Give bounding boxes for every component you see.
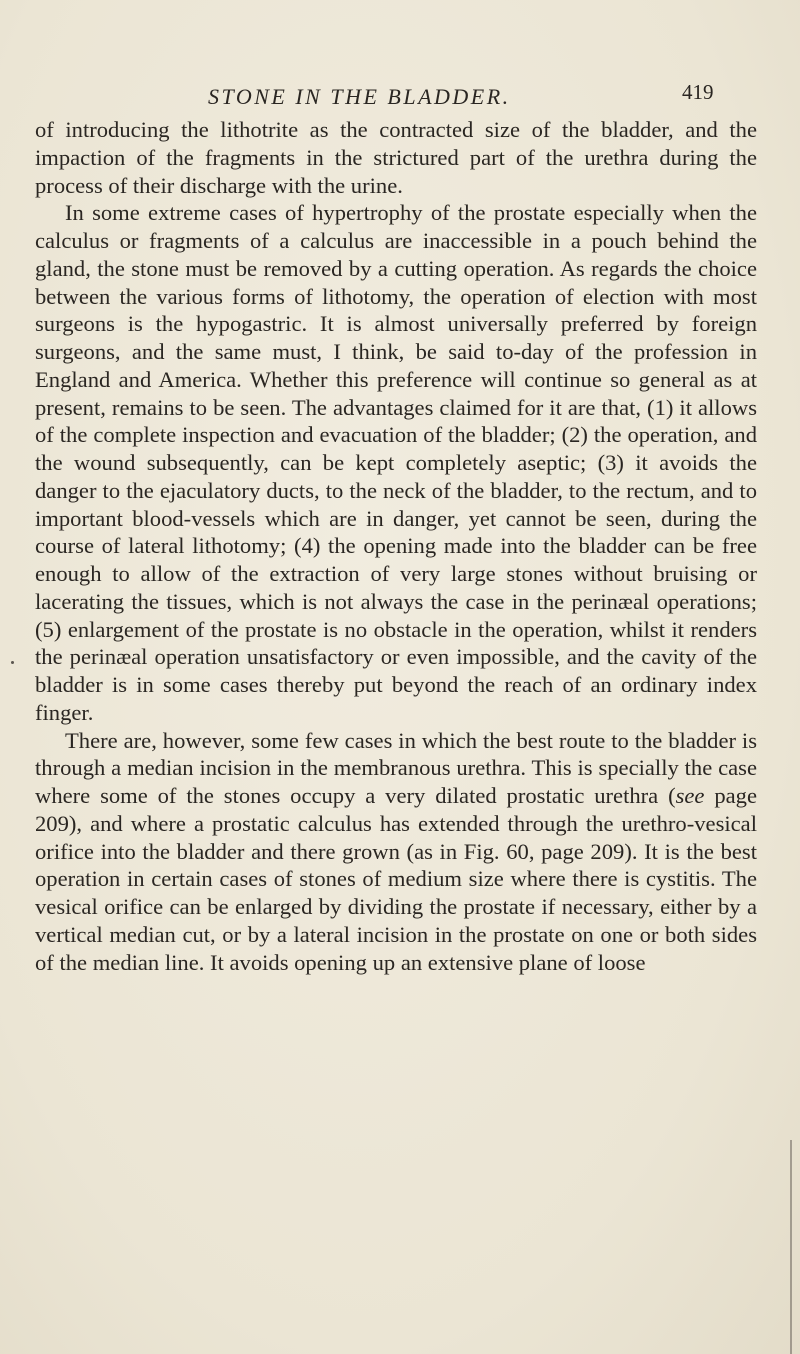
page-header [0,78,800,110]
see-italic: see [675,783,705,808]
paragraph-3-part-1: There are, however, some few cases in which the best route to the bladder is through a median incision in the membranous urethra. This is specially the case where some of the stones occupy a very dilated prostatic urethra ( [35,727,757,808]
margin-mark [11,661,14,664]
page-number: 419 [682,80,714,104]
paragraph-1: of introducing the lithotrite as the contracted size of the bladder, and the impaction of the fragments in the strictured part of the urethra during the process of their discharge with the urine. [35,117,757,198]
paragraph-3-part-2: page 209), and where a prostatic calculus has extended through the urethro-vesical orifice into the bladder and there grown (as in Fig. 60, page 209). It is the best operation in certain cases of stones of medium size where there is cystitis. The vesical orifice can be enlarged by dividing the prostate if necessary, either by a vertical median cut, or by a lateral incision in the prostate on one or both sides of the median line. It avoids opening up an extensive plane of loose [35,783,757,975]
body-text [35,116,757,976]
paragraph-2: In some extreme cases of hypertrophy of the prostate especially when the calculus or fragments of a calculus are inaccessible in a pouch behind the gland, the stone must be removed by a cutting operation. As regards the choice between the various forms of lithotomy, the operation of election with most surgeons is the hypogastric. It is almost universally preferred by foreign surgeons, and the same must, I think, be said to-day of the profession in England and America. Whether this preference will continue so general as at present, remains to be seen. The advantages claimed for it are that, (1) it allows of the complete inspection and evacuation of the bladder; (2) the operation, and the wound subsequently, can be kept completely aseptic; (3) it avoids the danger to the ejaculatory ducts, to the neck of the bladder, to the rectum, and to important blood-vessels which are in danger, yet cannot be seen, during the course of lateral lithotomy; (4) the opening made into the bladder can be free enough to allow of the extraction of very large stones without bruising or lacerating the tissues, which is not always the case in the perinæal operations; (5) enlargement of the prostate is no obstacle in the operation, whilst it renders the perinæal operation unsatisfactory or even impossible, and the cavity of the bladder is in some cases thereby put beyond the reach of an ordinary index finger. [35,200,757,725]
page-edge-shadow [790,1140,792,1354]
paragraph-3 [35,727,757,977]
running-head: STONE IN THE BLADDER. [208,84,511,109]
